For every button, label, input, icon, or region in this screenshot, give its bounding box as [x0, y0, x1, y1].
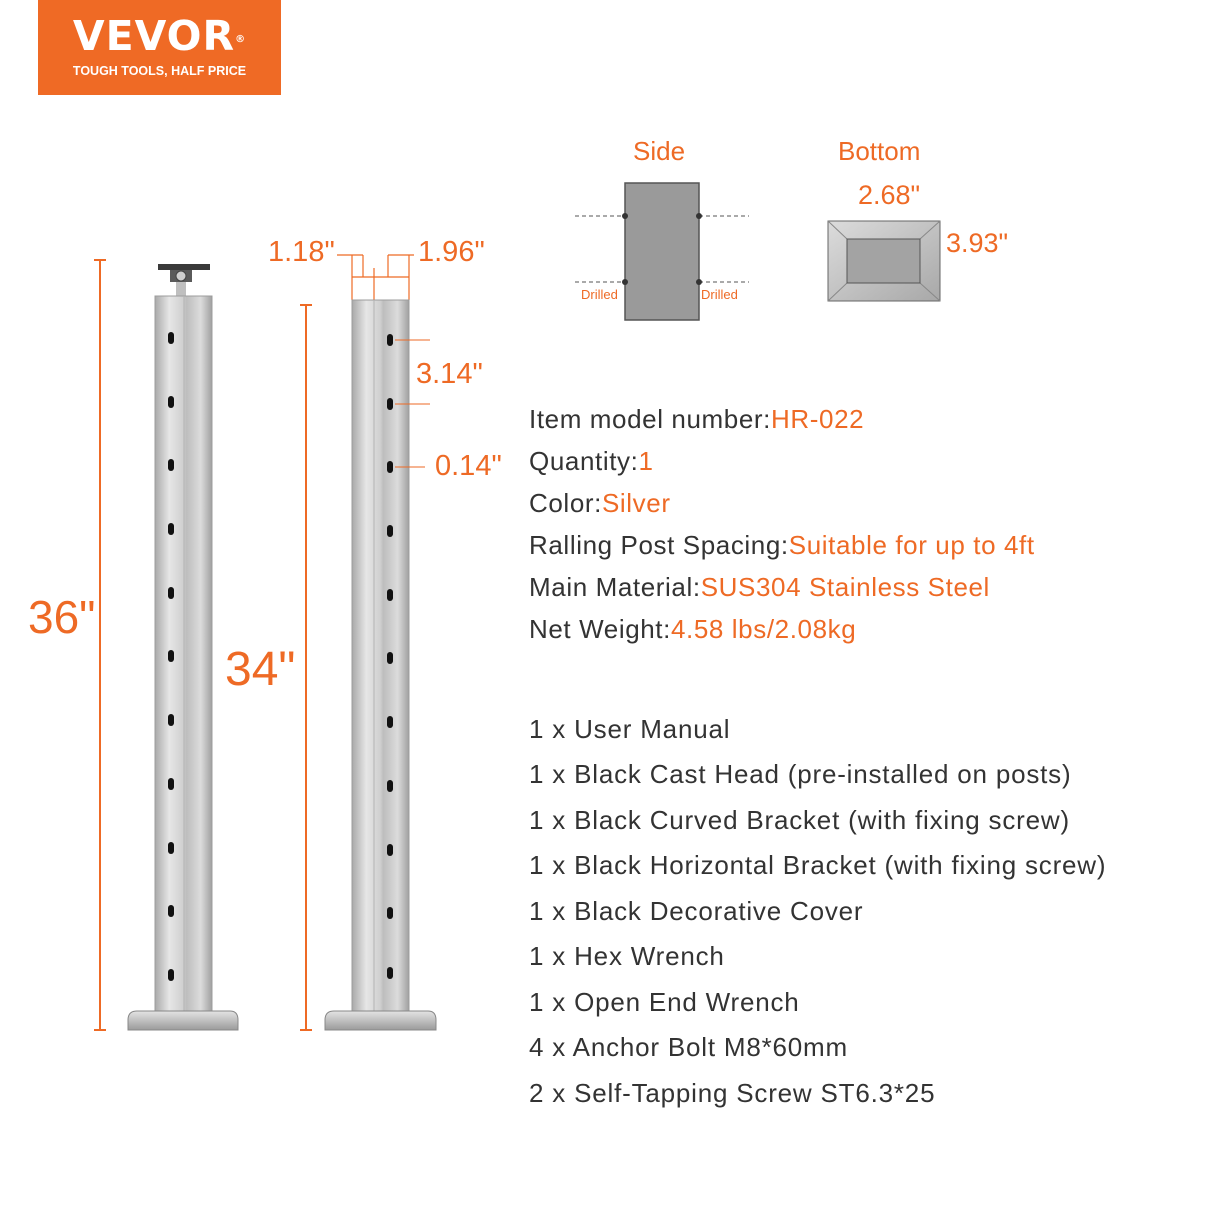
bottom-depth-dimension: 3.93"	[946, 228, 1009, 258]
bottom-view-label: Bottom	[838, 136, 921, 166]
package-item: 1 x Black Horizontal Bracket (with fixing screw)	[529, 850, 1107, 880]
spec-quantity	[529, 446, 654, 477]
brand-slogan: TOUGH TOOLS, HALF PRICE	[72, 64, 247, 78]
package-item: 1 x Black Cast Head (pre-installed on posts)	[529, 759, 1072, 789]
package-item: 1 x Open End Wrench	[529, 987, 800, 1017]
spec-label: Main Material:	[529, 572, 701, 602]
spec-value: SUS304 Stainless Steel	[700, 572, 990, 602]
spec-post-spacing	[529, 530, 1035, 561]
spec-label: Ralling Post Spacing:	[529, 530, 789, 560]
package-item: 1 x User Manual	[529, 714, 731, 744]
left-post	[94, 260, 238, 1030]
spec-value: Silver	[601, 488, 671, 518]
spec-value: HR-022	[771, 404, 865, 434]
package-item: 1 x Black Decorative Cover	[529, 896, 864, 926]
package-item: 1 x Black Curved Bracket (with fixing screw)	[529, 805, 1070, 835]
spec-model-number	[529, 404, 864, 435]
spec-label: Net Weight:	[529, 614, 671, 644]
spec-net-weight	[529, 614, 856, 645]
spec-value: 4.58 lbs/2.08kg	[670, 614, 857, 644]
post-depth-dimension: 1.18"	[268, 236, 335, 268]
spec-label: Quantity:	[529, 446, 639, 476]
spec-label: Color:	[529, 488, 602, 518]
package-item: 2 x Self-Tapping Screw ST6.3*25	[529, 1078, 936, 1108]
package-item: 4 x Anchor Bolt M8*60mm	[529, 1032, 848, 1062]
post-width-dimension: 1.96"	[418, 236, 485, 268]
spec-value: Suitable for up to 4ft	[788, 530, 1035, 560]
spec-material	[529, 572, 990, 603]
post-height-dimension: 34"	[225, 643, 296, 696]
spec-color	[529, 488, 671, 519]
side-view-label: Side	[633, 136, 686, 166]
package-item: 1 x Hex Wrench	[529, 941, 725, 971]
total-height-dimension: 36"	[28, 591, 96, 643]
spec-label: Item model number:	[529, 404, 772, 434]
spec-value: 1	[638, 446, 654, 476]
hole-size-dimension: 0.14"	[435, 450, 502, 482]
hole-spacing-dimension: 3.14"	[416, 358, 483, 390]
drilled-label-right: Drilled	[701, 287, 738, 302]
brand-name: VEVOR	[72, 12, 236, 60]
drilled-label-left: Drilled	[581, 287, 618, 302]
bottom-width-dimension: 2.68"	[858, 180, 921, 210]
bottom-view	[828, 221, 940, 301]
registered-mark: ®	[235, 34, 247, 45]
